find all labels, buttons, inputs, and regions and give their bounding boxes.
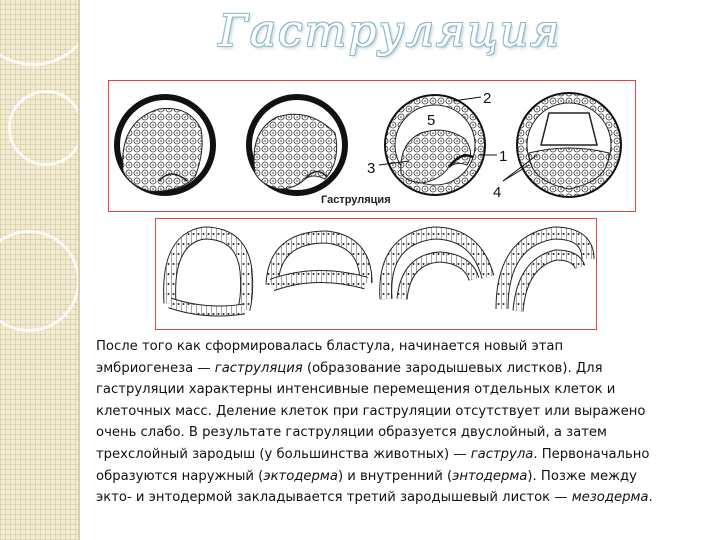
label-2: 2: [483, 90, 492, 107]
invagination-stage-a: [170, 233, 247, 311]
text-line: образуются наружный (эктодерма) и внутренний (энтодерма). Позже между: [96, 468, 637, 484]
decorative-side-panel: [0, 0, 78, 540]
text-line: гаструляции характерны интенсивные перемещения отдельных клеток и: [96, 382, 616, 398]
invagination-stage-d: [502, 233, 588, 311]
invagination-stage-b: [272, 237, 366, 285]
text-line: эмбриогенеза — гаструляция (образование зародышевых листков). Для: [96, 360, 603, 376]
decorative-circle: [0, 230, 80, 332]
label-1: 1: [499, 148, 508, 165]
decorative-circle: [8, 90, 84, 166]
description-paragraph: [96, 336, 716, 509]
text-line: трехслойный зародыш (у большинства животных) — гаструла. Первоначально: [96, 446, 650, 462]
gastrulation-figure-bottom: [155, 218, 597, 330]
text-line: После того как сформировалась бластула, начинается новый этап: [96, 339, 564, 354]
blastula-stage-2: [249, 97, 345, 193]
figure-caption: Гаструляция: [321, 194, 391, 206]
invagination-stage-c: [386, 233, 488, 299]
decorative-circle: [0, 0, 96, 66]
text-line: очень слабо. В результате гаструляции образуется двуслойный, а затем: [96, 425, 607, 441]
text-line: экто- и энтодермой закладывается третий зародышевый листок — мезодерма.: [96, 490, 653, 506]
label-3: 3: [367, 160, 376, 177]
label-line: [453, 97, 481, 101]
label-5: 5: [427, 112, 436, 129]
gastrula-stage-3: [385, 95, 485, 195]
text-line: клеточных масс. Деление клеток при гаструляции отсутствует или выражено: [96, 403, 646, 419]
gastrulation-figure-top: [108, 80, 636, 212]
slide-title: Гаструляция: [218, 6, 562, 57]
gastrula-stage-4: [517, 93, 621, 197]
label-4: 4: [493, 184, 502, 201]
side-divider: [78, 0, 80, 540]
blastula-stage-1: [117, 97, 213, 193]
